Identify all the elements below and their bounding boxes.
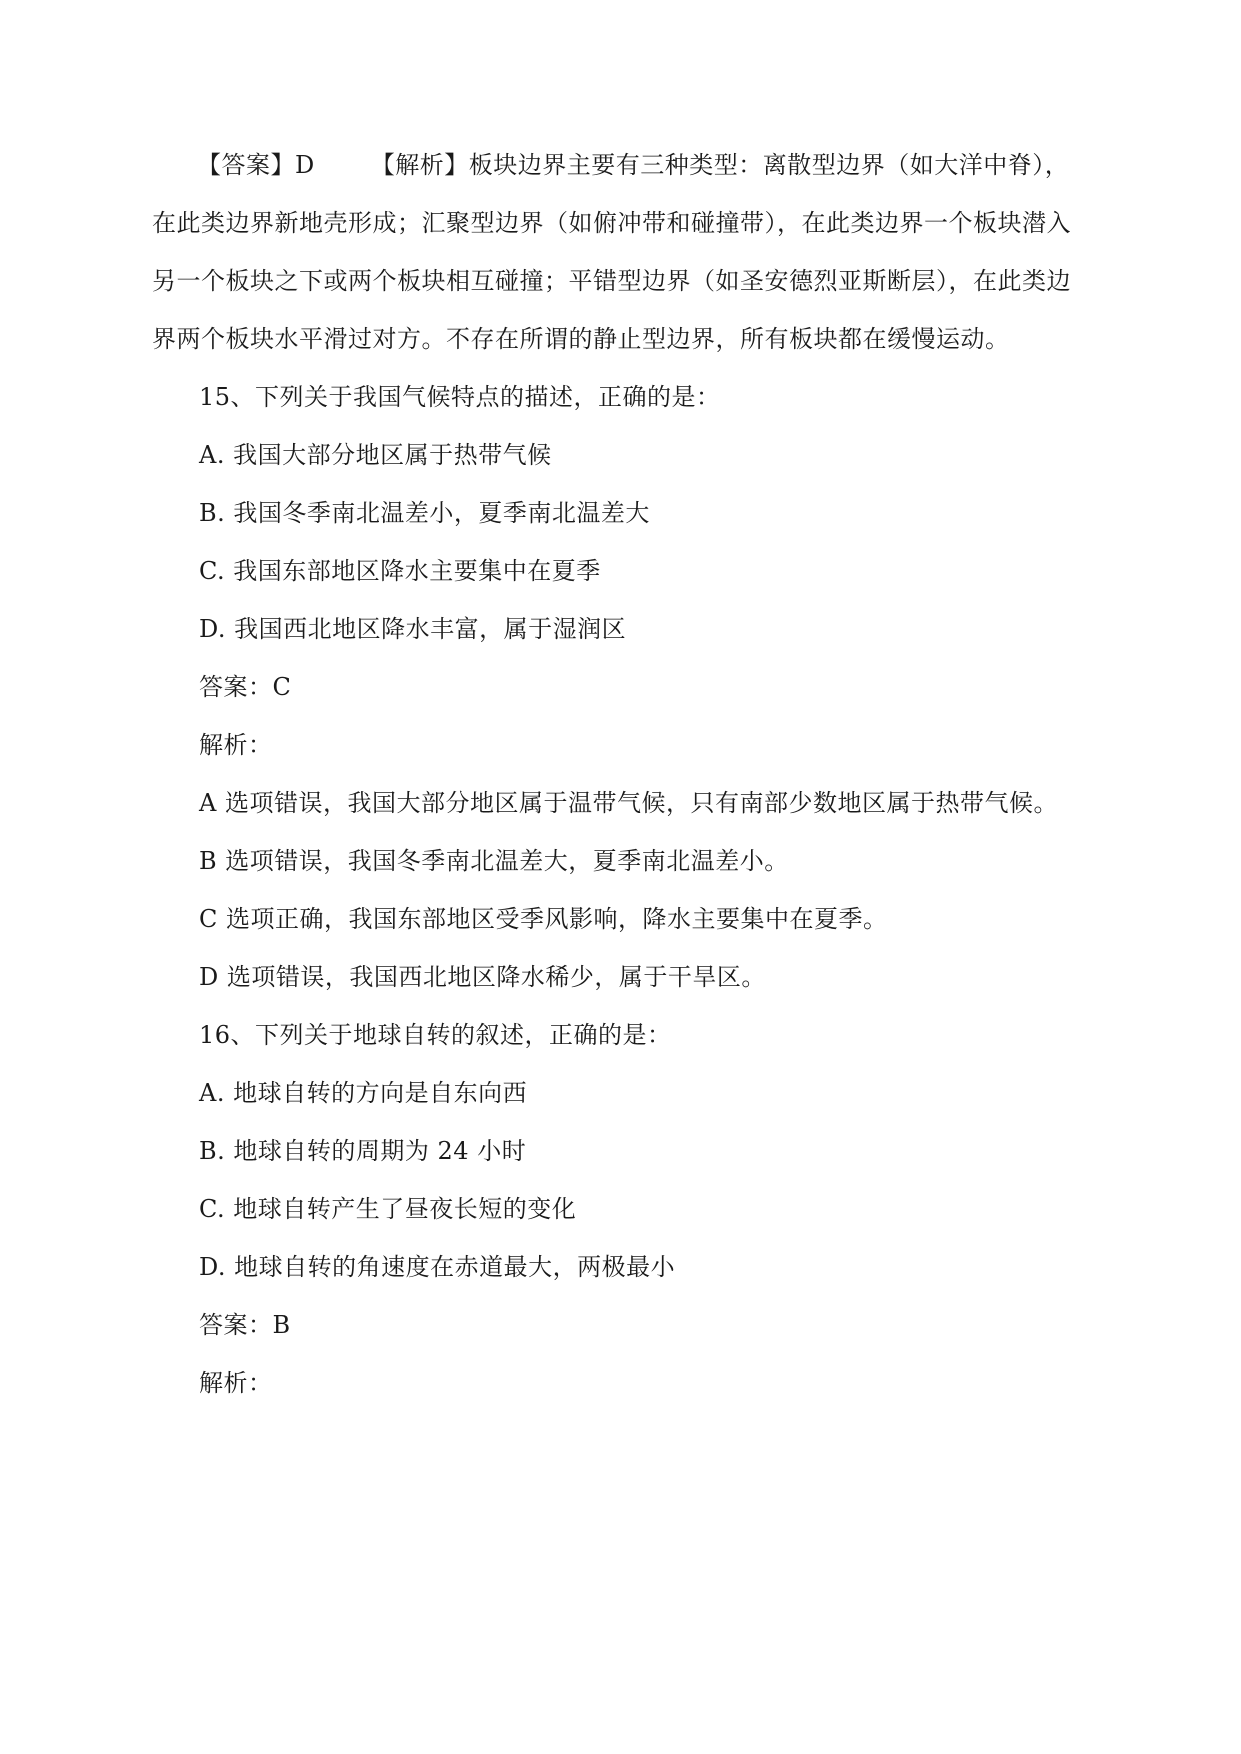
q15-answer: 答案：C (199, 673, 292, 701)
q15-analysis-d: D 选项错误，我国西北地区降水稀少，属于干旱区。 (199, 963, 766, 991)
q14-answer-line (197, 148, 1069, 182)
q15-option-b: B. 我国冬季南北温差小，夏季南北温差大 (199, 499, 650, 527)
q16-option-a: A. 地球自转的方向是自东向西 (199, 1079, 528, 1107)
q15-analysis-a: A 选项错误，我国大部分地区属于温带气候，只有南部少数地区属于热带气候。 (199, 789, 1058, 817)
q15-analysis-c: C 选项正确，我国东部地区受季风影响，降水主要集中在夏季。 (199, 905, 888, 933)
q16-analysis-label: 解析： (199, 1369, 273, 1397)
q15-option-d: D. 我国西北地区降水丰富，属于湿润区 (199, 615, 627, 643)
q14-analysis-line-3: 另一个板块之下或两个板块相互碰撞；平错型边界（如圣安德烈亚斯断层），在此类边 (152, 267, 1071, 295)
q14-analysis-line-1: 【解析】板块边界主要有三种类型：离散型边界（如大洋中脊）， (370, 151, 1070, 179)
q14-analysis-line-4: 界两个板块水平滑过对方。不存在所谓的静止型边界，所有板块都在缓慢运动。 (152, 325, 1010, 353)
q16-question: 16、下列关于地球自转的叙述，正确的是： (199, 1021, 672, 1049)
q15-option-c: C. 我国东部地区降水主要集中在夏季 (199, 557, 601, 585)
q16-option-b: B. 地球自转的周期为 24 小时 (199, 1137, 527, 1165)
q16-answer: 答案：B (199, 1311, 291, 1339)
q15-analysis-b: B 选项错误，我国冬季南北温差大，夏季南北温差小。 (199, 847, 789, 875)
q15-option-a: A. 我国大部分地区属于热带气候 (199, 441, 552, 469)
q14-analysis-line-2: 在此类边界新地壳形成；汇聚型边界（如俯冲带和碰撞带），在此类边界一个板块潜入 (152, 209, 1071, 237)
q15-question: 15、下列关于我国气候特点的描述，正确的是： (199, 383, 721, 411)
q16-option-c: C. 地球自转产生了昼夜长短的变化 (199, 1195, 577, 1223)
q16-option-d: D. 地球自转的角速度在赤道最大，两极最小 (199, 1253, 676, 1281)
q14-answer-label: 【答案】D (197, 151, 315, 179)
q15-analysis-label: 解析： (199, 731, 273, 759)
